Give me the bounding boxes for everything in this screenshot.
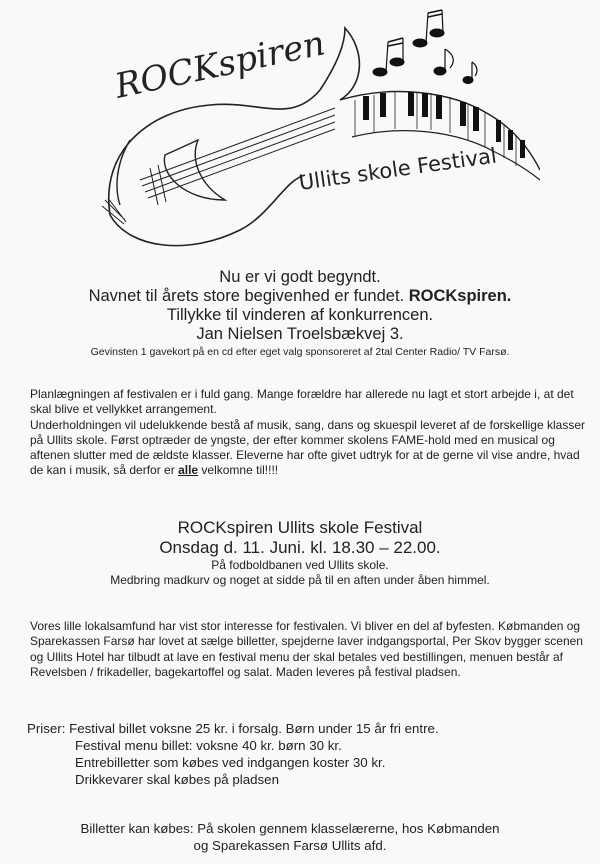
event-info (0, 518, 600, 588)
planning-text-after: velkomne til!!!! (198, 463, 279, 478)
announcement-line-3: Tillykke til vinderen af konkurrencen. (166, 306, 434, 324)
tickets-line-2: og Sparekassen Farsø Ullits afd. (193, 838, 387, 853)
price-row-1 (27, 720, 439, 737)
prices-label: Priser: (27, 721, 70, 736)
event-location: På fodboldbanen ved Ullits skole. (211, 558, 389, 572)
community-paragraph: Vores lille lokalsamfund har vist stor interesse for festivalen. Vi bliver en del af byfesten. Købmanden og Sparekassen Farsø har lovet at sælge billetter, spejderne laver indgangsportal, Per Skov bygger scenen og Ullits Hotel har tilbudt at lave en festival menu der skal betales ved bestillingen, menuen består af Revelsben / frikadeller, bagekartoffel og salat. Maden leveres på festival pladsen. (30, 619, 583, 679)
festival-logo (90, 0, 540, 260)
announcement-line-2-text: Navnet til årets store begivenhed er fundet. (88, 287, 409, 305)
price-item: Festival menu billet: voksne 40 kr. børn 30 kr. (75, 738, 342, 753)
announcement-line-2-bold: ROCKspiren. (408, 287, 512, 305)
event-title: ROCKspiren Ullits skole Festival (177, 518, 423, 537)
price-item: Entrebilletter som købes ved indgangen koster 30 kr. (75, 755, 386, 770)
music-notes-icon (373, 10, 477, 84)
event-date: Onsdag d. 11. Juni. kl. 18.30 – 22.00. (159, 538, 441, 557)
prices-section (27, 720, 439, 788)
announcement-line-4: Jan Nielsen Troelsbækvej 3. (196, 325, 404, 343)
announcement-line-1: Nu er vi godt begyndt. (219, 268, 381, 286)
logo-subtitle: Ullits skole Festival (297, 143, 499, 195)
announcement-line-2 (0, 287, 600, 306)
planning-paragraph-1: Planlægningen af festivalen er i fuld gang. Mange forældre har allerede nu lagt et stort arbejde i, at det skal blive et vellykket arrangement. (30, 387, 574, 417)
announcement-heading (0, 268, 600, 344)
planning-paragraph-2 (30, 418, 590, 479)
planning-emphasis: alle (178, 463, 199, 478)
logo-title: ROCKspiren (111, 23, 329, 107)
price-item: Festival billet voksne 25 kr. i forsalg. Børn under 15 år fri entre. (69, 721, 439, 736)
planning-text-before: Underholdningen vil udelukkende bestå af musik, sang, dans og skuespil leveret af de forskellige klasser på Ullits skole. Først optræder de yngste, der efter kommer skolens FAME-hold med en musical og aftenen slutter med de ældste klasser. Eleverne har ofte givet udtryk for at de gerne vil vise andre, hvad de kan i musik, så derfor er (30, 417, 585, 478)
price-item: Drikkevarer skal købes på pladsen (75, 772, 279, 787)
event-note: Medbring madkurv og noget at sidde på til en aften under åben himmel. (110, 573, 490, 587)
tickets-info (0, 820, 590, 854)
guitar-icon (90, 0, 540, 260)
tickets-line-1: Billetter kan købes: På skolen gennem klasselærerne, hos Købmanden (80, 821, 500, 836)
planning-section (30, 387, 590, 479)
prize-text: Gevinsten 1 gavekort på en cd efter eget valg sponsoreret af 2tal Center Radio/ TV Farsø. (90, 346, 510, 358)
